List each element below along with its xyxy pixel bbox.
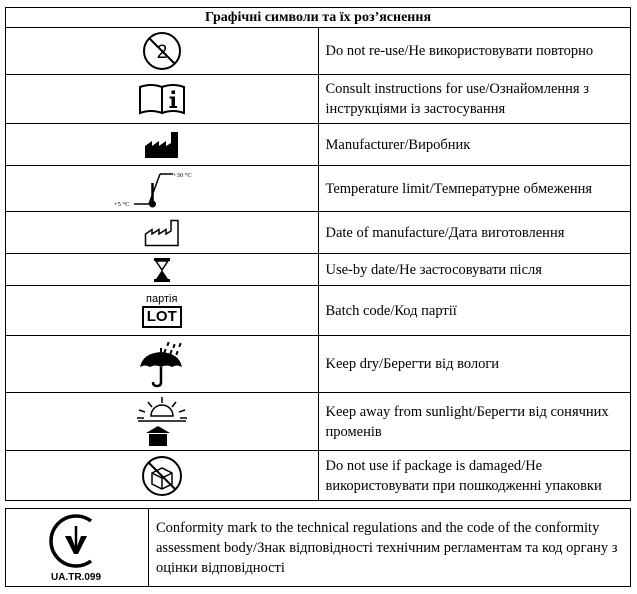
row-description: Keep away from sunlight/Берегти від сонячних променів — [318, 393, 631, 451]
row-description: Do not re-use/Не використовувати повторно — [318, 28, 631, 75]
use-by-date-icon — [153, 257, 171, 283]
temperature-limit-icon — [112, 167, 212, 211]
do-not-use-if-damaged-icon — [140, 454, 184, 498]
table-row — [6, 451, 631, 501]
table-title: Графічні символи та їх розʼяснення — [6, 8, 631, 28]
lot-box: LOT — [142, 306, 182, 328]
keep-dry-icon — [137, 339, 187, 389]
ukrainian-conformity-mark-icon — [41, 512, 113, 584]
row-description: Keep dry/Берегти від вологи — [318, 336, 631, 393]
table-row — [6, 166, 631, 212]
svg-text:2: 2 — [156, 42, 168, 63]
table-row — [6, 75, 631, 124]
table-row — [6, 254, 631, 286]
consult-instructions-icon — [137, 82, 187, 116]
manufacturer-icon — [144, 131, 180, 159]
row-description: Consult instructions for use/Ознайомлення з інструкціями із застосування — [318, 75, 631, 124]
symbols-table — [5, 7, 631, 501]
row-description: Batch code/Код партії — [318, 286, 631, 336]
conformity-code: UA.TR.099 — [50, 571, 102, 583]
row-description: Date of manufacture/Дата виготовлення — [318, 212, 631, 254]
table-row — [6, 28, 631, 75]
conformity-table — [5, 508, 631, 587]
date-of-manufacture-icon — [144, 219, 180, 247]
table-row — [6, 212, 631, 254]
table-row — [6, 286, 631, 336]
conformity-description: Conformity mark to the technical regulations and the code of the conformity assessment body/Знак відповідності технічним регламентам та код органу з оцінки відповідності — [149, 509, 631, 587]
do-not-reuse-icon — [140, 29, 184, 73]
table-header-row — [6, 8, 631, 28]
table-row — [6, 336, 631, 393]
keep-away-from-sunlight-icon — [134, 396, 190, 448]
row-description: Temperature limit/Температурне обмеження — [318, 166, 631, 212]
table-row — [6, 509, 631, 587]
batch-code-icon — [6, 293, 318, 328]
row-description: Do not use if package is damaged/Не використовувати при пошкодженні упаковки — [318, 451, 631, 501]
svg-text:+5 °C: +5 °C — [113, 200, 130, 208]
table-row — [6, 124, 631, 166]
row-description: Manufacturer/Виробник — [318, 124, 631, 166]
batch-label: партія — [146, 293, 178, 305]
svg-text:+30 °C: +30 °C — [172, 171, 192, 179]
row-description: Use-by date/Не застосовувати після — [318, 254, 631, 286]
table-row — [6, 393, 631, 451]
